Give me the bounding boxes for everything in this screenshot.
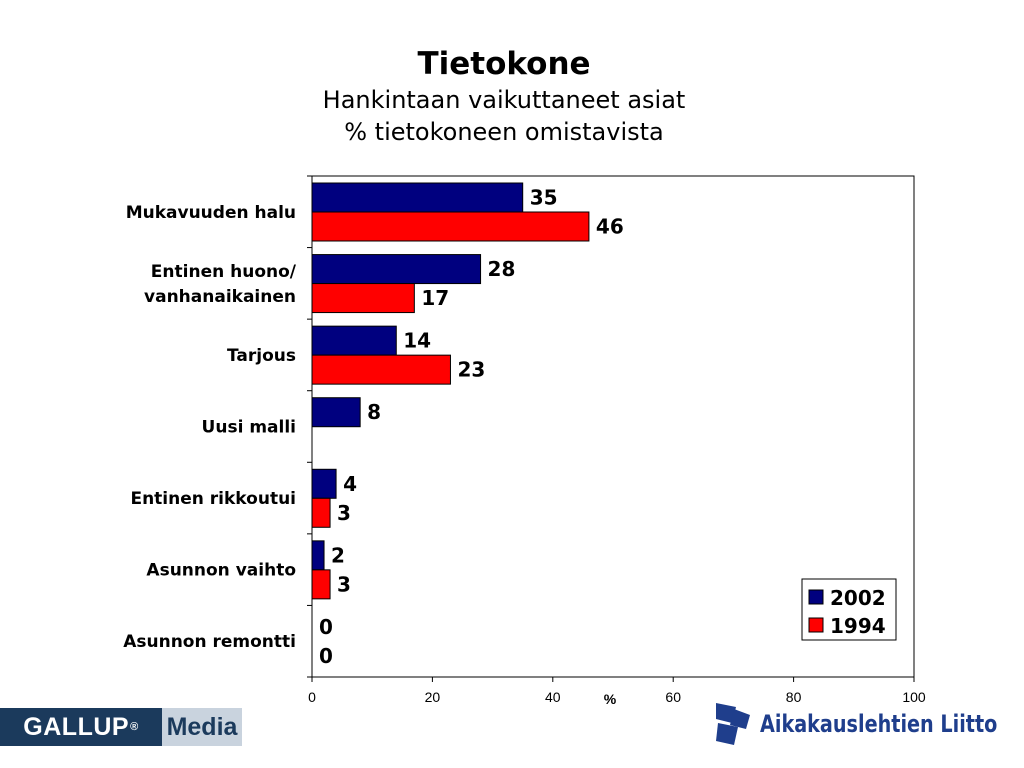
data-label-2002: 0 xyxy=(319,614,333,639)
data-label-1994: 17 xyxy=(421,286,450,311)
category-label: Entinen rikkoutui xyxy=(130,489,296,510)
bar-1994 xyxy=(312,498,330,527)
bar-2002 xyxy=(312,469,336,498)
al-emblem-icon xyxy=(712,699,754,749)
category-label: Tarjous xyxy=(227,345,296,366)
data-label-2002: 8 xyxy=(367,400,382,425)
category-label: Entinen huono/ xyxy=(150,261,296,282)
gallup-word: GALLUP xyxy=(23,712,130,741)
gallup-logo-text xyxy=(0,708,162,746)
al-logo-text: Aikakauslehtien Liitto xyxy=(760,710,998,738)
data-label-2002: 35 xyxy=(529,185,558,210)
bar-1994 xyxy=(312,212,589,241)
aikakauslehtien-liitto-logo xyxy=(712,698,1024,750)
x-axis-title: % xyxy=(603,691,617,707)
category-label: vanhanaikainen xyxy=(144,286,296,307)
data-label-1994: 0 xyxy=(319,643,333,668)
data-label-2002: 14 xyxy=(403,328,432,353)
bar-1994 xyxy=(312,570,330,599)
legend-label-1994: 1994 xyxy=(830,614,886,638)
x-tick-label: 80 xyxy=(785,689,802,705)
media-logo-text: Media xyxy=(162,708,242,746)
bar-1994 xyxy=(312,284,414,313)
x-tick-label: 0 xyxy=(308,689,316,705)
category-label: Mukavuuden halu xyxy=(125,202,296,223)
chart-subtitle-2: % tietokoneen omistavista xyxy=(344,118,664,146)
x-tick-label: 20 xyxy=(424,689,441,705)
category-label: Asunnon vaihto xyxy=(146,560,296,581)
data-label-1994: 46 xyxy=(595,214,624,239)
data-label-1994: 3 xyxy=(337,572,351,597)
data-label-2002: 4 xyxy=(343,471,358,496)
category-label: Asunnon remontti xyxy=(123,632,296,653)
bar-2002 xyxy=(312,541,324,570)
bar-2002 xyxy=(312,255,481,284)
category-label: Uusi malli xyxy=(201,417,296,438)
data-label-1994: 23 xyxy=(457,357,486,382)
data-label-2002: 2 xyxy=(331,543,345,568)
chart-title: Tietokone xyxy=(417,46,591,82)
legend-label-2002: 2002 xyxy=(830,586,886,610)
chart-subtitle: Hankintaan vaikuttaneet asiat xyxy=(322,86,686,114)
x-tick-label: 100 xyxy=(902,689,926,705)
bar-2002 xyxy=(312,326,396,355)
data-label-1994: 3 xyxy=(337,500,351,525)
legend-swatch-1994 xyxy=(809,618,823,632)
bar-2002 xyxy=(312,398,360,427)
legend-swatch-2002 xyxy=(809,590,823,604)
x-tick-label: 60 xyxy=(665,689,681,705)
registered-mark: ® xyxy=(130,721,139,733)
bar-2002 xyxy=(312,183,523,212)
data-label-2002: 28 xyxy=(487,257,516,282)
bar-1994 xyxy=(312,355,450,384)
x-tick-label: 40 xyxy=(545,689,561,705)
gallup-media-logo xyxy=(0,708,242,746)
